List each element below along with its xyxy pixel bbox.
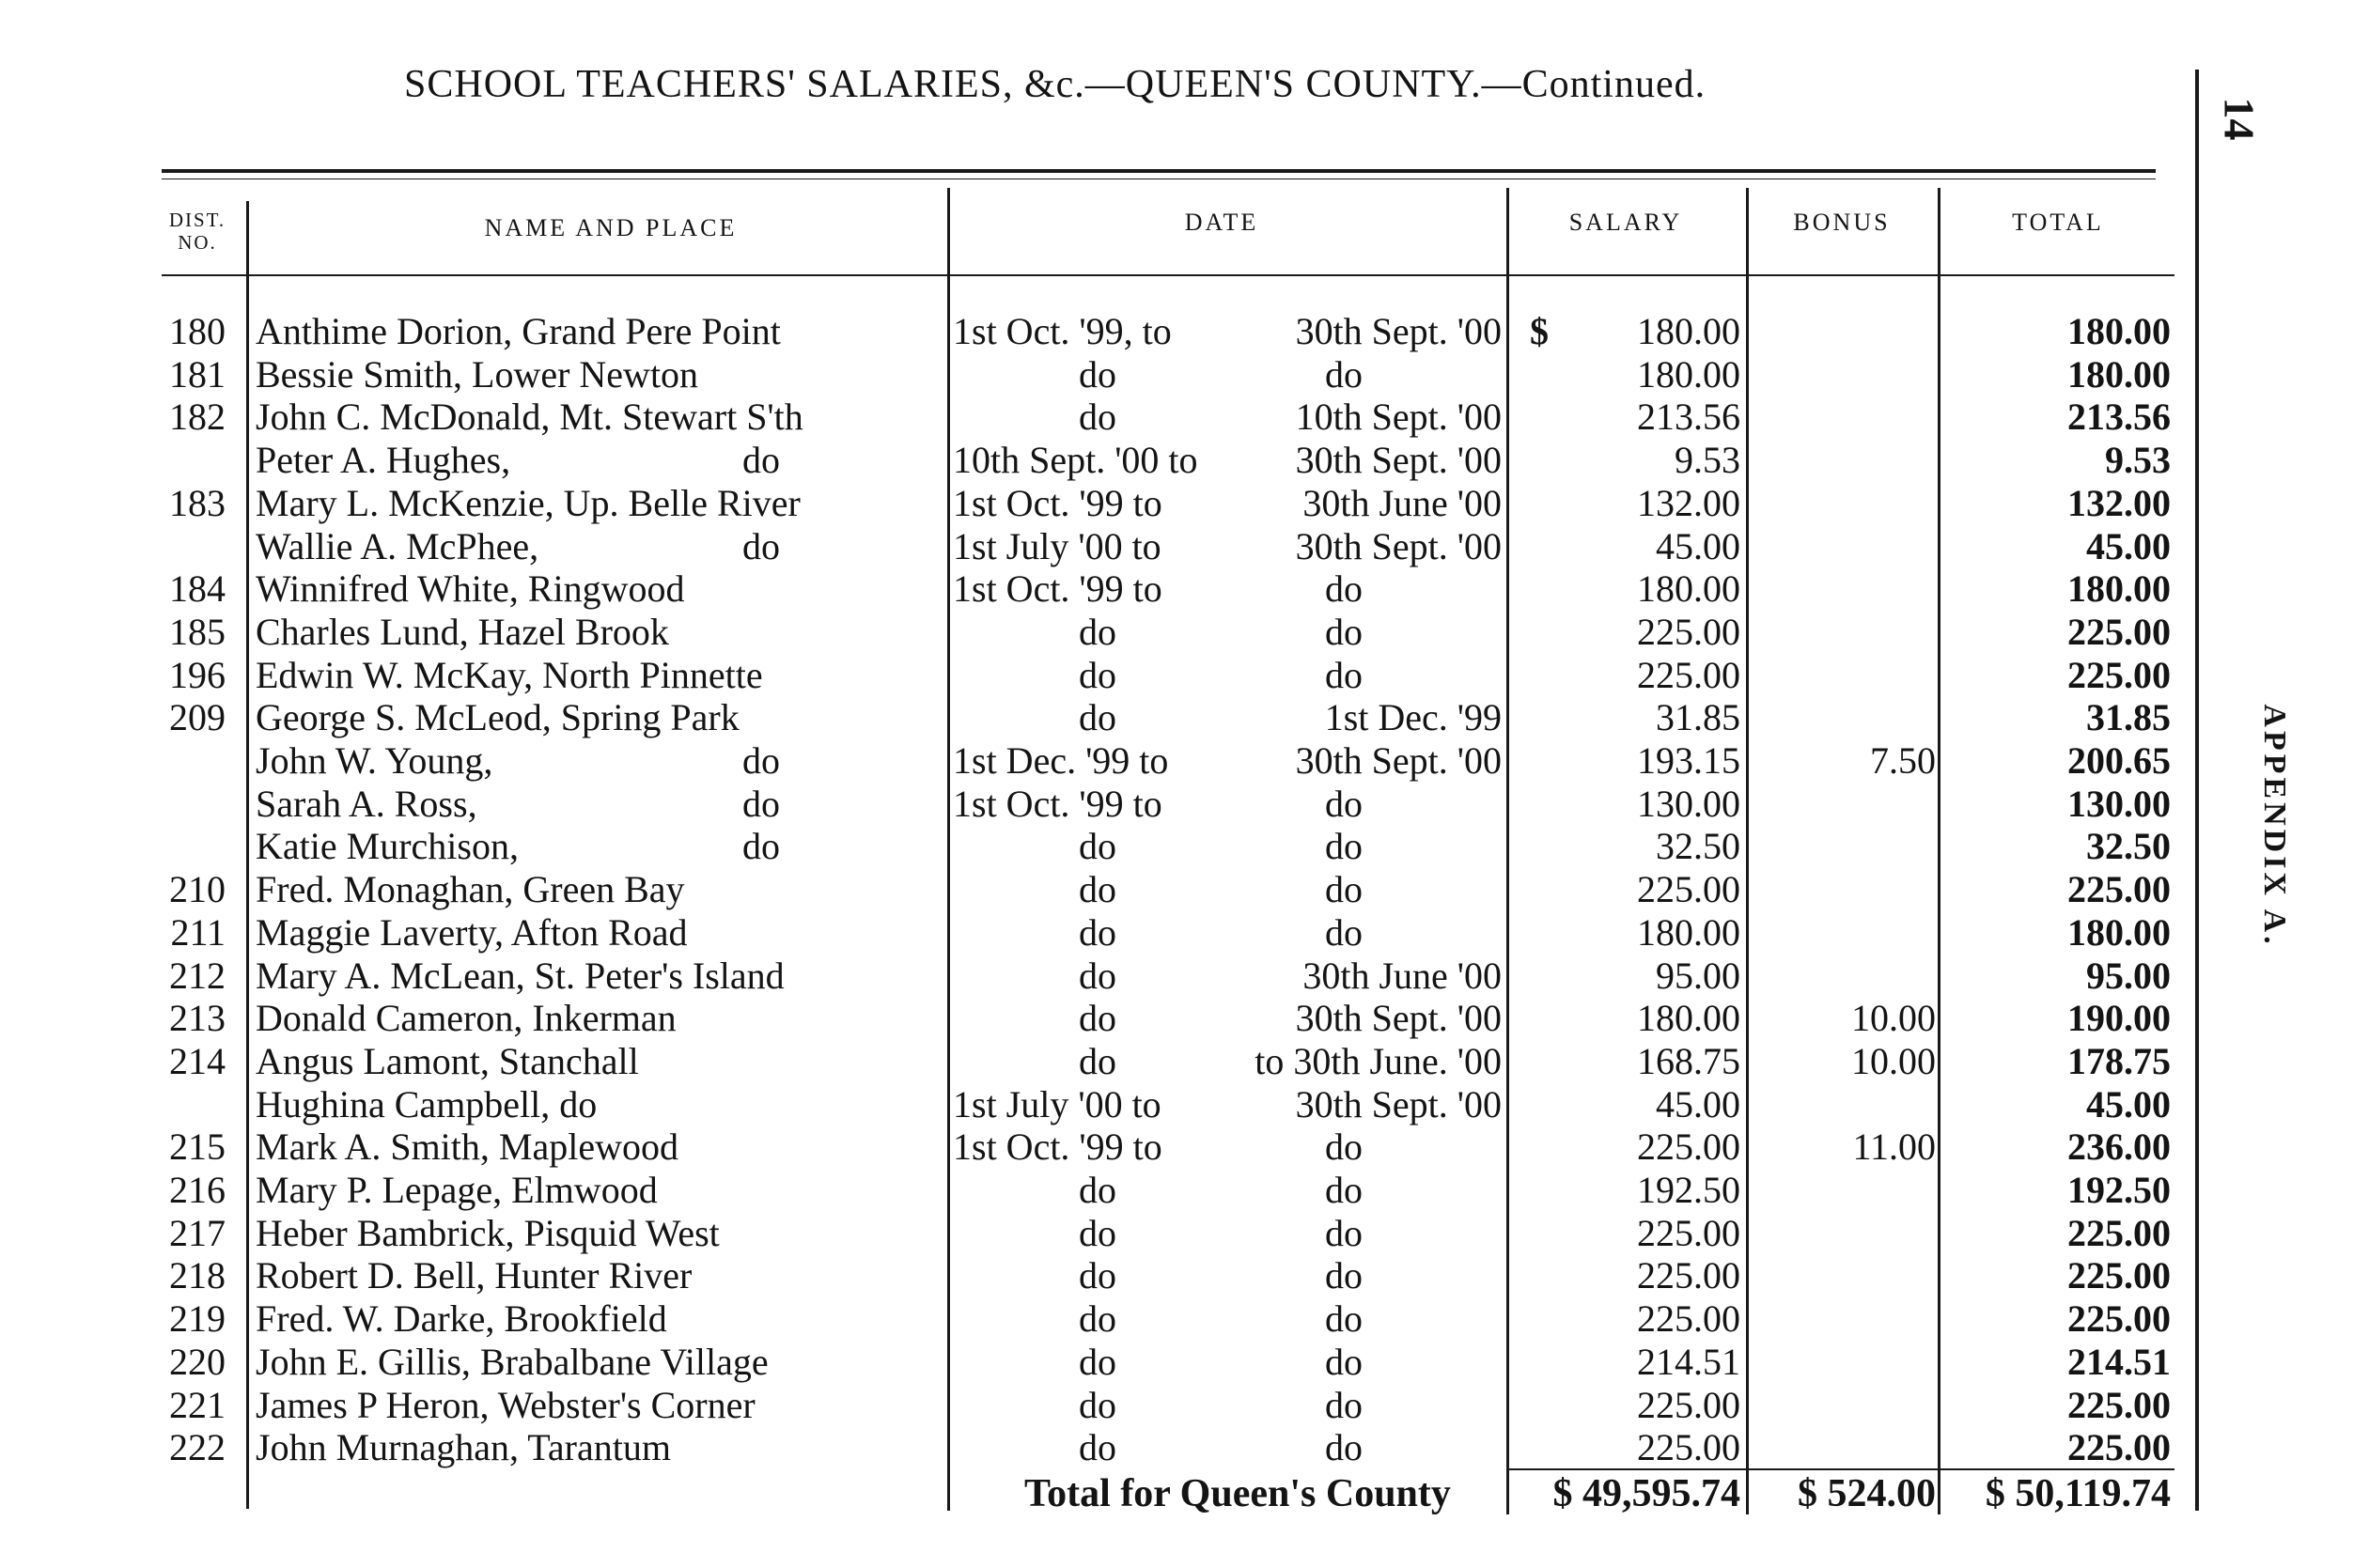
dist-no-cell: 196 [169,653,226,696]
salary-cell: 168.75 [1637,1039,1740,1082]
name-cell: Mary A. McLean, St. Peter's Island [256,954,785,997]
date-from-cell: do [1079,1254,1116,1297]
table-row [0,654,2369,697]
date-from-cell: do [1079,825,1116,868]
date-to-cell: do [1325,825,1363,868]
dist-no-cell: 213 [169,997,226,1040]
dist-no-cell: 185 [169,610,226,653]
name-cell: Katie Murchison, [256,825,519,868]
salary-cell: 225.00 [1637,1126,1740,1169]
header-date: DATE [1184,209,1259,236]
place-ditto-cell: do [742,825,780,868]
total-cell: 9.53 [2105,439,2171,482]
dist-no-cell: 218 [169,1254,226,1297]
date-from-cell: do [1079,352,1116,396]
date-from-cell: do [1079,396,1116,439]
salary-cell: 225.00 [1637,1211,1740,1254]
dist-no-cell: 215 [169,1126,226,1169]
dist-no-cell: 220 [169,1340,226,1383]
name-cell: Angus Lamont, Stanchall [256,1039,639,1082]
date-to-cell: do [1325,653,1363,696]
date-from-cell: 1st Oct. '99 to [953,567,1162,611]
name-cell: Fred. Monaghan, Green Bay [256,868,685,911]
total-cell: 225.00 [2067,653,2171,696]
name-cell: Sarah A. Ross, [256,782,477,825]
date-from-cell: 1st July '00 to [953,524,1161,567]
header-bottom-rule [162,274,2174,276]
appendix-label: APPENDIX A. [2257,704,2292,948]
table-row [0,1297,2369,1341]
salary-cell: 225.00 [1637,1254,1740,1297]
total-cell: 192.50 [2067,1169,2171,1211]
salary-cell: 31.85 [1656,696,1740,739]
salary-cell: 32.50 [1656,825,1740,868]
name-cell: John Murnaghan, Tarantum [256,1426,671,1469]
date-from-cell: do [1079,1426,1116,1469]
dist-no-cell: 222 [169,1426,226,1469]
table-row [0,696,2369,739]
date-to-cell: do [1325,868,1363,911]
table-row [0,1040,2369,1083]
bonus-cell: 11.00 [1852,1126,1936,1169]
salary-cell: 225.00 [1637,1426,1740,1469]
date-to-cell: do [1325,1169,1363,1211]
total-cell: 214.51 [2067,1340,2171,1383]
total-cell: 130.00 [2067,782,2171,825]
bonus-cell: 10.00 [1851,1039,1936,1082]
total-cell: 225.00 [2067,868,2171,911]
salary-cell: 214.51 [1637,1340,1740,1383]
total-cell: 45.00 [2086,524,2171,567]
date-from-cell: do [1079,653,1116,696]
date-from-cell: 1st Oct. '99 to [953,782,1162,825]
salary-cell: 45.00 [1656,1082,1740,1126]
name-cell: Bessie Smith, Lower Newton [256,352,699,396]
dist-no-cell: 212 [169,954,226,997]
total-cell: 225.00 [2067,1383,2171,1426]
totals-label: Total for Queen's County [1024,1472,1451,1515]
date-to-cell: do [1325,1126,1363,1169]
dist-no-cell: 209 [169,696,226,739]
total-cell: 180.00 [2067,567,2171,611]
name-cell: Mary P. Lepage, Elmwood [256,1169,658,1211]
table-row [0,1212,2369,1255]
total-cell: 132.00 [2067,481,2171,524]
date-from-cell: do [1079,1169,1116,1211]
date-to-cell: 1st Dec. '99 [1324,696,1502,739]
table-row [0,911,2369,955]
total-cell: 225.00 [2067,1211,2171,1254]
table-row [0,396,2369,439]
salary-cell: 225.00 [1637,1383,1740,1426]
total-cell: 190.00 [2067,997,2171,1040]
header-total: TOTAL [2012,209,2104,236]
name-cell: Mark A. Smith, Maplewood [256,1126,678,1169]
total-cell: 225.00 [2067,1254,2171,1297]
name-cell: Mary L. McKenzie, Up. Belle River [256,481,801,524]
dist-no-cell: 216 [169,1169,226,1211]
table-row [0,1426,2369,1469]
page-title: SCHOOL TEACHERS' SALARIES, &c.—QUEEN'S COUNTY.—Continued. [404,63,1707,106]
table-row [0,525,2369,568]
date-to-cell: do [1325,1426,1363,1469]
dist-no-cell: 217 [169,1211,226,1254]
total-cell: 178.75 [2067,1039,2171,1082]
header-salary: SALARY [1568,209,1683,236]
salary-cell: 132.00 [1637,481,1740,524]
salary-cell: 9.53 [1675,439,1740,482]
date-to-cell: do [1325,1297,1363,1341]
totals-bonus: $ 524.00 [1798,1472,1936,1515]
name-cell: John E. Gillis, Brabalbane Village [256,1340,769,1383]
table-row [0,482,2369,525]
date-from-cell: do [1079,1211,1116,1254]
table-row [0,868,2369,911]
date-to-cell: do [1325,567,1363,611]
header-dist-no: DIST. NO. [168,209,226,254]
name-cell: Edwin W. McKay, North Pinnette [256,653,763,696]
date-from-cell: do [1079,1297,1116,1341]
name-cell: John C. McDonald, Mt. Stewart S'th [256,396,803,439]
name-cell: Fred. W. Darke, Brookfield [256,1297,667,1341]
total-cell: 180.00 [2067,910,2171,954]
date-to-cell: 30th June '00 [1302,481,1502,524]
table-row [0,611,2369,654]
dist-no-cell: 211 [170,910,226,954]
table-row [0,1341,2369,1384]
dist-no-cell: 219 [169,1297,226,1341]
date-from-cell: 10th Sept. '00 to [953,439,1198,482]
total-cell: 213.56 [2067,396,2171,439]
date-from-cell: 1st Oct. '99 to [953,1126,1162,1169]
table-row [0,825,2369,868]
place-ditto-cell: do [742,782,780,825]
total-cell: 225.00 [2067,1426,2171,1469]
date-from-cell: do [1079,868,1116,911]
table-row [0,439,2369,482]
date-to-cell: do [1325,910,1363,954]
dist-no-cell: 221 [169,1383,226,1426]
name-cell: Winnifred White, Ringwood [256,567,685,611]
salary-cell: 180.00 [1637,567,1740,611]
name-cell: Wallie A. McPhee, [256,524,539,567]
table-row [0,1083,2369,1126]
name-cell: Donald Cameron, Inkerman [256,997,677,1040]
bonus-cell: 10.00 [1851,997,1936,1040]
date-from-cell: do [1079,696,1116,739]
dist-no-cell: 180 [169,310,226,352]
salary-cell: 95.00 [1656,954,1740,997]
date-to-cell: 30th Sept. '00 [1295,1082,1502,1126]
header-name-place: NAME AND PLACE [484,214,738,241]
name-cell: Anthime Dorion, Grand Pere Point [256,310,781,352]
total-cell: 200.65 [2067,739,2171,782]
bonus-cell: 7.50 [1870,739,1936,782]
name-cell: Maggie Laverty, Afton Road [256,910,688,954]
table-row [0,1254,2369,1297]
date-to-cell: do [1325,1340,1363,1383]
header-bonus: BONUS [1793,209,1891,236]
date-to-cell: 30th Sept. '00 [1295,997,1502,1040]
date-to-cell: 30th Sept. '00 [1295,739,1502,782]
dist-no-cell: 183 [169,481,226,524]
date-from-cell: do [1079,954,1116,997]
date-from-cell: do [1079,1383,1116,1426]
salary-cell: 225.00 [1637,868,1740,911]
dist-no-cell: 182 [169,396,226,439]
table-row [0,353,2369,396]
place-ditto-cell: do [742,524,780,567]
total-cell: 236.00 [2067,1126,2171,1169]
date-to-cell: do [1325,1254,1363,1297]
date-to-cell: 30th Sept. '00 [1295,310,1502,352]
date-to-cell: do [1325,352,1363,396]
date-to-cell: 30th Sept. '00 [1295,524,1502,567]
date-to-cell: to 30th June. '00 [1255,1039,1502,1082]
salary-cell: 225.00 [1637,610,1740,653]
table-row [0,783,2369,826]
page-number: 14 [2215,97,2264,141]
total-cell: 31.85 [2086,696,2171,739]
dist-no-cell: 184 [169,567,226,611]
salary-cell: 192.50 [1637,1169,1740,1211]
date-from-cell: 1st Dec. '99 to [953,739,1169,782]
date-from-cell: 1st Oct. '99, to [953,310,1172,352]
salary-cell: 213.56 [1637,396,1740,439]
salary-dollar-sign: $ [1530,310,1549,352]
top-rule [162,169,2156,173]
name-cell: Charles Lund, Hazel Brook [256,610,669,653]
name-cell: John W. Young, [256,739,493,782]
salary-cell: 180.00 [1637,997,1740,1040]
table-row [0,1169,2369,1212]
table-row [0,739,2369,783]
dist-no-cell: 181 [169,352,226,396]
table-row [0,1384,2369,1427]
date-from-cell: 1st Oct. '99 to [953,481,1162,524]
name-cell: Robert D. Bell, Hunter River [256,1254,693,1297]
table-row [0,997,2369,1040]
totals-salary: $ 49,595.74 [1552,1472,1740,1515]
table-row [0,955,2369,998]
place-ditto-cell: do [742,739,780,782]
name-cell: James P Heron, Webster's Corner [256,1383,756,1426]
salary-cell: 193.15 [1637,739,1740,782]
table-row [0,567,2369,611]
table-row [0,310,2369,353]
date-to-cell: do [1325,1211,1363,1254]
salary-cell: 180.00 [1637,910,1740,954]
name-cell: Heber Bambrick, Pisquid West [256,1211,720,1254]
date-from-cell: 1st July '00 to [953,1082,1161,1126]
date-to-cell: 10th Sept. '00 [1295,396,1502,439]
total-cell: 180.00 [2067,352,2171,396]
salary-cell: 225.00 [1637,653,1740,696]
dist-no-cell: 214 [169,1039,226,1082]
date-from-cell: do [1079,997,1116,1040]
total-cell: 225.00 [2067,1297,2171,1341]
date-from-cell: do [1079,610,1116,653]
date-to-cell: do [1325,782,1363,825]
salary-cell: 130.00 [1637,782,1740,825]
totals-total: $ 50,119.74 [1985,1472,2171,1515]
date-to-cell: 30th June '00 [1302,954,1502,997]
dist-no-cell: 210 [169,868,226,911]
date-to-cell: do [1325,610,1363,653]
date-from-cell: do [1079,1039,1116,1082]
salary-cell: 45.00 [1656,524,1740,567]
date-from-cell: do [1079,910,1116,954]
total-cell: 180.00 [2067,310,2171,352]
salary-cell: 180.00 [1637,352,1740,396]
total-cell: 225.00 [2067,610,2171,653]
total-cell: 32.50 [2086,825,2171,868]
total-cell: 95.00 [2086,954,2171,997]
date-from-cell: do [1079,1340,1116,1383]
date-to-cell: 30th Sept. '00 [1295,439,1502,482]
name-cell: Peter A. Hughes, [256,439,511,482]
date-to-cell: do [1325,1383,1363,1426]
table-row [0,1126,2369,1169]
total-cell: 45.00 [2086,1082,2171,1126]
place-ditto-cell: do [742,439,780,482]
name-cell: George S. McLeod, Spring Park [256,696,740,739]
salary-cell: 180.00 [1637,310,1740,352]
name-cell: Hughina Campbell, do [256,1082,598,1126]
totals-row [0,1470,2369,1517]
salary-cell: 225.00 [1637,1297,1740,1341]
